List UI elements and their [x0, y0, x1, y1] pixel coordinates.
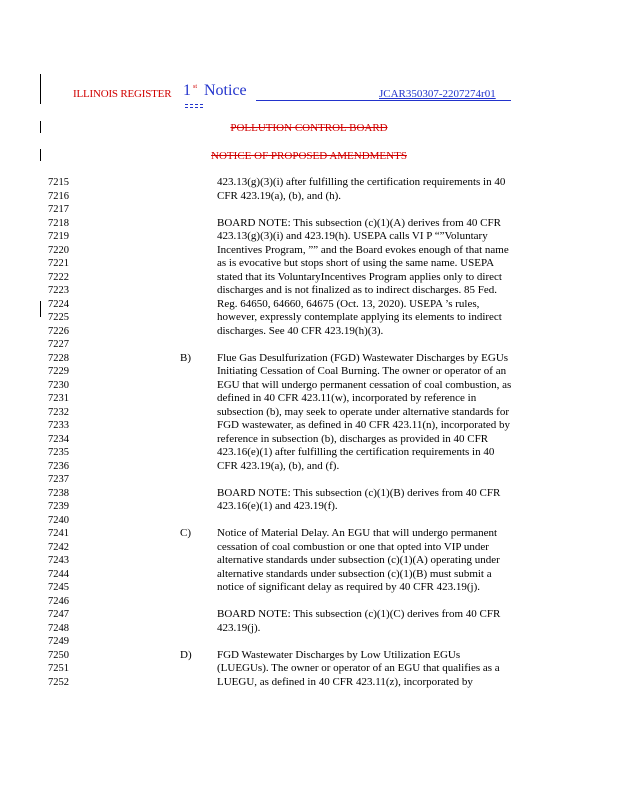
line-text: as is evocative but stops short of using the same name. USEPA: [217, 257, 495, 269]
line-text: Initiating Cessation of Coal Burning. The owner or operator of an: [217, 365, 507, 377]
line-text: Reg. 64650, 64660, 64675 (Oct. 13, 2020). USEPA ’s rules,: [217, 297, 480, 310]
text-line: [0, 568, 618, 582]
line-text: reference in subsection (b), discharges as provided in 40 CFR: [217, 432, 489, 445]
line-number: 7247: [48, 609, 69, 620]
text-line: [0, 352, 618, 366]
agency-heading: POLLUTION CONTROL BOARD: [230, 122, 388, 134]
line-number: 7243: [48, 555, 69, 566]
line-number: 7220: [48, 244, 69, 256]
line-number: 7229: [48, 366, 69, 377]
text-line: [0, 419, 618, 433]
text-line: [0, 257, 618, 271]
line-text: notice of significant delay as required by 40 CFR 423.19(j).: [217, 581, 481, 593]
line-number: 7234: [48, 433, 69, 445]
line-number: 7224: [48, 298, 69, 310]
line-text: LUEGU, as defined in 40 CFR 423.11(z), incorporated by: [217, 675, 473, 688]
line-number: 7228: [48, 352, 69, 364]
text-line: [0, 203, 618, 217]
subsection-marker: C): [180, 527, 191, 539]
page-header: [73, 82, 523, 106]
text-line: [0, 392, 618, 406]
line-text: Incentives Program, ”” and the Board evokes enough of that name: [217, 243, 509, 256]
line-text: discharges and is not finalized as to indirect discharges. 85 Fed.: [217, 284, 498, 296]
line-text: 423.16(e)(1) and 423.19(f).: [217, 500, 338, 512]
line-number: 7252: [48, 676, 69, 688]
line-number: 7246: [48, 595, 69, 607]
line-number: 7219: [48, 231, 69, 242]
line-number: 7218: [48, 217, 69, 229]
line-number: 7231: [48, 393, 69, 404]
line-text: (LUEGUs). The owner or operator of an EGU that qualifies as a: [217, 662, 500, 674]
line-number: 7251: [48, 663, 69, 674]
line-number: 7244: [48, 568, 69, 580]
register-title: ILLINOIS REGISTER: [73, 88, 172, 100]
header-notice: Notice: [204, 82, 247, 99]
line-number: 7226: [48, 325, 69, 337]
line-number: 7241: [48, 528, 69, 539]
text-line: [0, 284, 618, 298]
header-code: JCAR350307-2207274r01: [379, 88, 496, 100]
text-line: [0, 365, 618, 379]
text-line: [0, 325, 618, 339]
line-number: 7221: [48, 258, 69, 269]
text-line: [0, 541, 618, 555]
text-line: [0, 635, 618, 649]
line-number: 7248: [48, 622, 69, 634]
text-line: [0, 608, 618, 622]
line-number: 7230: [48, 379, 69, 391]
text-line: [0, 176, 618, 190]
line-text: BOARD NOTE: This subsection (c)(1)(A) derives from 40 CFR: [217, 216, 501, 229]
line-text: however, expressly contemplate applying its elements to indirect: [217, 311, 502, 323]
text-line: [0, 554, 618, 568]
line-text: 423.13(g)(3)(i) and 423.19(h). USEPA calls VI P “”Voluntary: [217, 230, 488, 242]
line-text: Flue Gas Desulfurization (FGD) Wastewater Discharges by EGUs: [217, 351, 509, 364]
line-text: CFR 423.19(a), (b), and (h).: [217, 189, 342, 202]
line-number: 7225: [48, 312, 69, 323]
line-text: subsection (b), may seek to operate under alternative standards for: [217, 405, 510, 418]
line-number: 7242: [48, 541, 69, 553]
text-line: [0, 271, 618, 285]
line-text: FGD wastewater, as defined in 40 CFR 423.11(n), incorporated by: [217, 419, 511, 431]
text-line: [0, 460, 618, 474]
text-line: [0, 244, 618, 258]
text-line: [0, 581, 618, 595]
text-line: [0, 230, 618, 244]
line-text: alternative standards under subsection (c)(1)(B) must submit a: [217, 567, 492, 580]
header-ordinal: st: [193, 84, 198, 90]
line-text: EGU that will undergo permanent cessation of coal combustion, as: [217, 378, 512, 391]
text-line: [0, 649, 618, 663]
text-line: [0, 190, 618, 204]
line-number: 7233: [48, 420, 69, 431]
header-underline: [256, 100, 511, 101]
subsection-marker: B): [180, 351, 191, 364]
line-number: 7240: [48, 514, 69, 526]
line-text: BOARD NOTE: This subsection (c)(1)(C) derives from 40 CFR: [217, 608, 501, 620]
text-line: [0, 217, 618, 231]
notice-heading: NOTICE OF PROPOSED AMENDMENTS: [211, 150, 407, 162]
text-line: [0, 676, 618, 690]
line-text: BOARD NOTE: This subsection (c)(1)(B) derives from 40 CFR: [217, 486, 501, 499]
line-number: 7235: [48, 447, 69, 458]
text-line: [0, 595, 618, 609]
line-text: CFR 423.19(a), (b), and (f).: [217, 459, 340, 472]
line-text: 423.13(g)(3)(i) after fulfilling the certification requirements in 40: [217, 176, 506, 188]
text-line: [0, 406, 618, 420]
text-line: [0, 662, 618, 676]
line-number: 7223: [48, 285, 69, 296]
line-number: 7222: [48, 271, 69, 283]
text-line: [0, 514, 618, 528]
text-line: [0, 500, 618, 514]
text-line: [0, 446, 618, 460]
line-number: 7245: [48, 582, 69, 593]
line-number: 7239: [48, 501, 69, 512]
line-number: 7215: [48, 177, 69, 188]
text-line: [0, 487, 618, 501]
line-number: 7216: [48, 190, 69, 202]
text-line: [0, 622, 618, 636]
line-number: 7232: [48, 406, 69, 418]
text-line: [0, 527, 618, 541]
line-number: 7249: [48, 636, 69, 647]
line-number: 7236: [48, 460, 69, 472]
line-text: Notice of Material Delay. An EGU that will undergo permanent: [217, 527, 498, 539]
line-text: 423.19(j).: [217, 621, 261, 634]
line-text: 423.16(e)(1) after fulfilling the certification requirements in 40: [217, 446, 495, 458]
header-number: 1: [183, 82, 191, 99]
line-number: 7238: [48, 487, 69, 499]
header-dashed-mark: [185, 107, 203, 108]
text-line: [0, 433, 618, 447]
text-line: [0, 473, 618, 487]
line-text: stated that its VoluntaryIncentives Program applies only to direct: [217, 270, 502, 283]
line-text: FGD Wastewater Discharges by Low Utilization EGUs: [217, 648, 461, 661]
line-text: alternative standards under subsection (c)(1)(A) operating under: [217, 554, 500, 566]
line-text: cessation of coal combustion or one that opted into VIP under: [217, 540, 489, 553]
text-line: [0, 338, 618, 352]
document-body: [0, 176, 618, 689]
line-number: 7237: [48, 474, 69, 485]
subsection-marker: D): [180, 648, 192, 661]
line-number: 7250: [48, 649, 69, 661]
header-dashed-mark: [185, 104, 203, 105]
line-number: 7217: [48, 204, 69, 215]
text-line: [0, 298, 618, 312]
change-bar: [40, 74, 41, 104]
line-text: defined in 40 CFR 423.11(w), incorporated by reference in: [217, 392, 477, 404]
line-number: 7227: [48, 339, 69, 350]
text-line: [0, 379, 618, 393]
text-line: [0, 311, 618, 325]
line-text: discharges. See 40 CFR 423.19(h)(3).: [217, 324, 384, 337]
